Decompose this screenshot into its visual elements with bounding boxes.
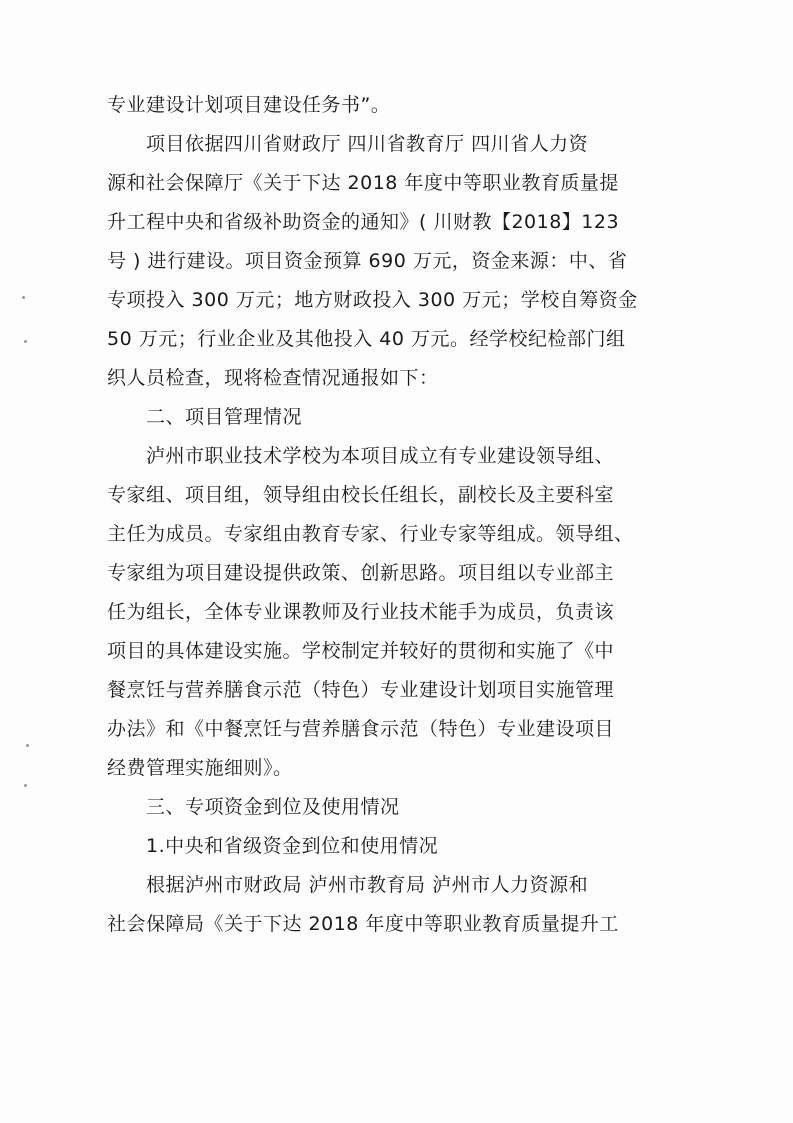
text-line: 主任为成员。专家组由教育专家、行业专家等组成。领导组、 bbox=[107, 523, 634, 545]
text-line: 专项投入 300 万元；地方财政投入 300 万元；学校自筹资金 bbox=[107, 289, 638, 311]
scan-speck bbox=[22, 296, 25, 299]
text-line: 专家组为项目建设提供政策、创新思路。项目组以专业部主 bbox=[107, 562, 615, 584]
text-line: 织人员检查，现将检查情况通报如下： bbox=[107, 367, 439, 389]
text-line: 任为组长，全体专业课教师及行业技术能手为成员，负责该 bbox=[107, 601, 615, 623]
text-line: 升工程中央和省级补助资金的通知》( 川财教【2018】123 bbox=[107, 211, 620, 233]
scan-speck bbox=[26, 744, 29, 747]
text-line: 号 ) 进行建设。项目资金预算 690 万元，资金来源：中、省 bbox=[107, 250, 628, 272]
section-heading: 二、项目管理情况 bbox=[107, 406, 303, 428]
text-line: 项目的具体建设实施。学校制定并较好的贯彻和实施了《中 bbox=[107, 640, 615, 662]
text-line: 泸州市职业技术学校为本项目成立有专业建设领导组、 bbox=[107, 445, 615, 467]
text-line: 50 万元；行业企业及其他投入 40 万元。经学校纪检部门组 bbox=[107, 328, 626, 350]
subsection-heading: 1.中央和省级资金到位和使用情况 bbox=[107, 835, 439, 857]
text-line: 源和社会保障厅《关于下达 2018 年度中等职业教育质量提 bbox=[107, 172, 619, 194]
text-line: 专家组、项目组，领导组由校长任组长，副校长及主要科室 bbox=[107, 484, 615, 506]
scan-speck bbox=[24, 340, 27, 343]
text-line: 经费管理实施细则》。 bbox=[107, 757, 293, 779]
scan-speck bbox=[24, 784, 27, 787]
text-line: 项目依据四川省财政厅 四川省教育厅 四川省人力资 bbox=[107, 133, 589, 155]
text-line: 专业建设计划项目建设任务书”。 bbox=[107, 94, 391, 116]
text-line: 社会保障局《关于下达 2018 年度中等职业教育质量提升工 bbox=[107, 913, 619, 935]
text-line: 办法》和《中餐烹饪与营养膳食示范（特色）专业建设项目 bbox=[107, 718, 615, 740]
text-line: 餐烹饪与营养膳食示范（特色）专业建设计划项目实施管理 bbox=[107, 679, 615, 701]
section-heading: 三、专项资金到位及使用情况 bbox=[107, 796, 400, 818]
document-body bbox=[107, 86, 667, 944]
text-line: 根据泸州市财政局 泸州市教育局 泸州市人力资源和 bbox=[107, 874, 589, 896]
